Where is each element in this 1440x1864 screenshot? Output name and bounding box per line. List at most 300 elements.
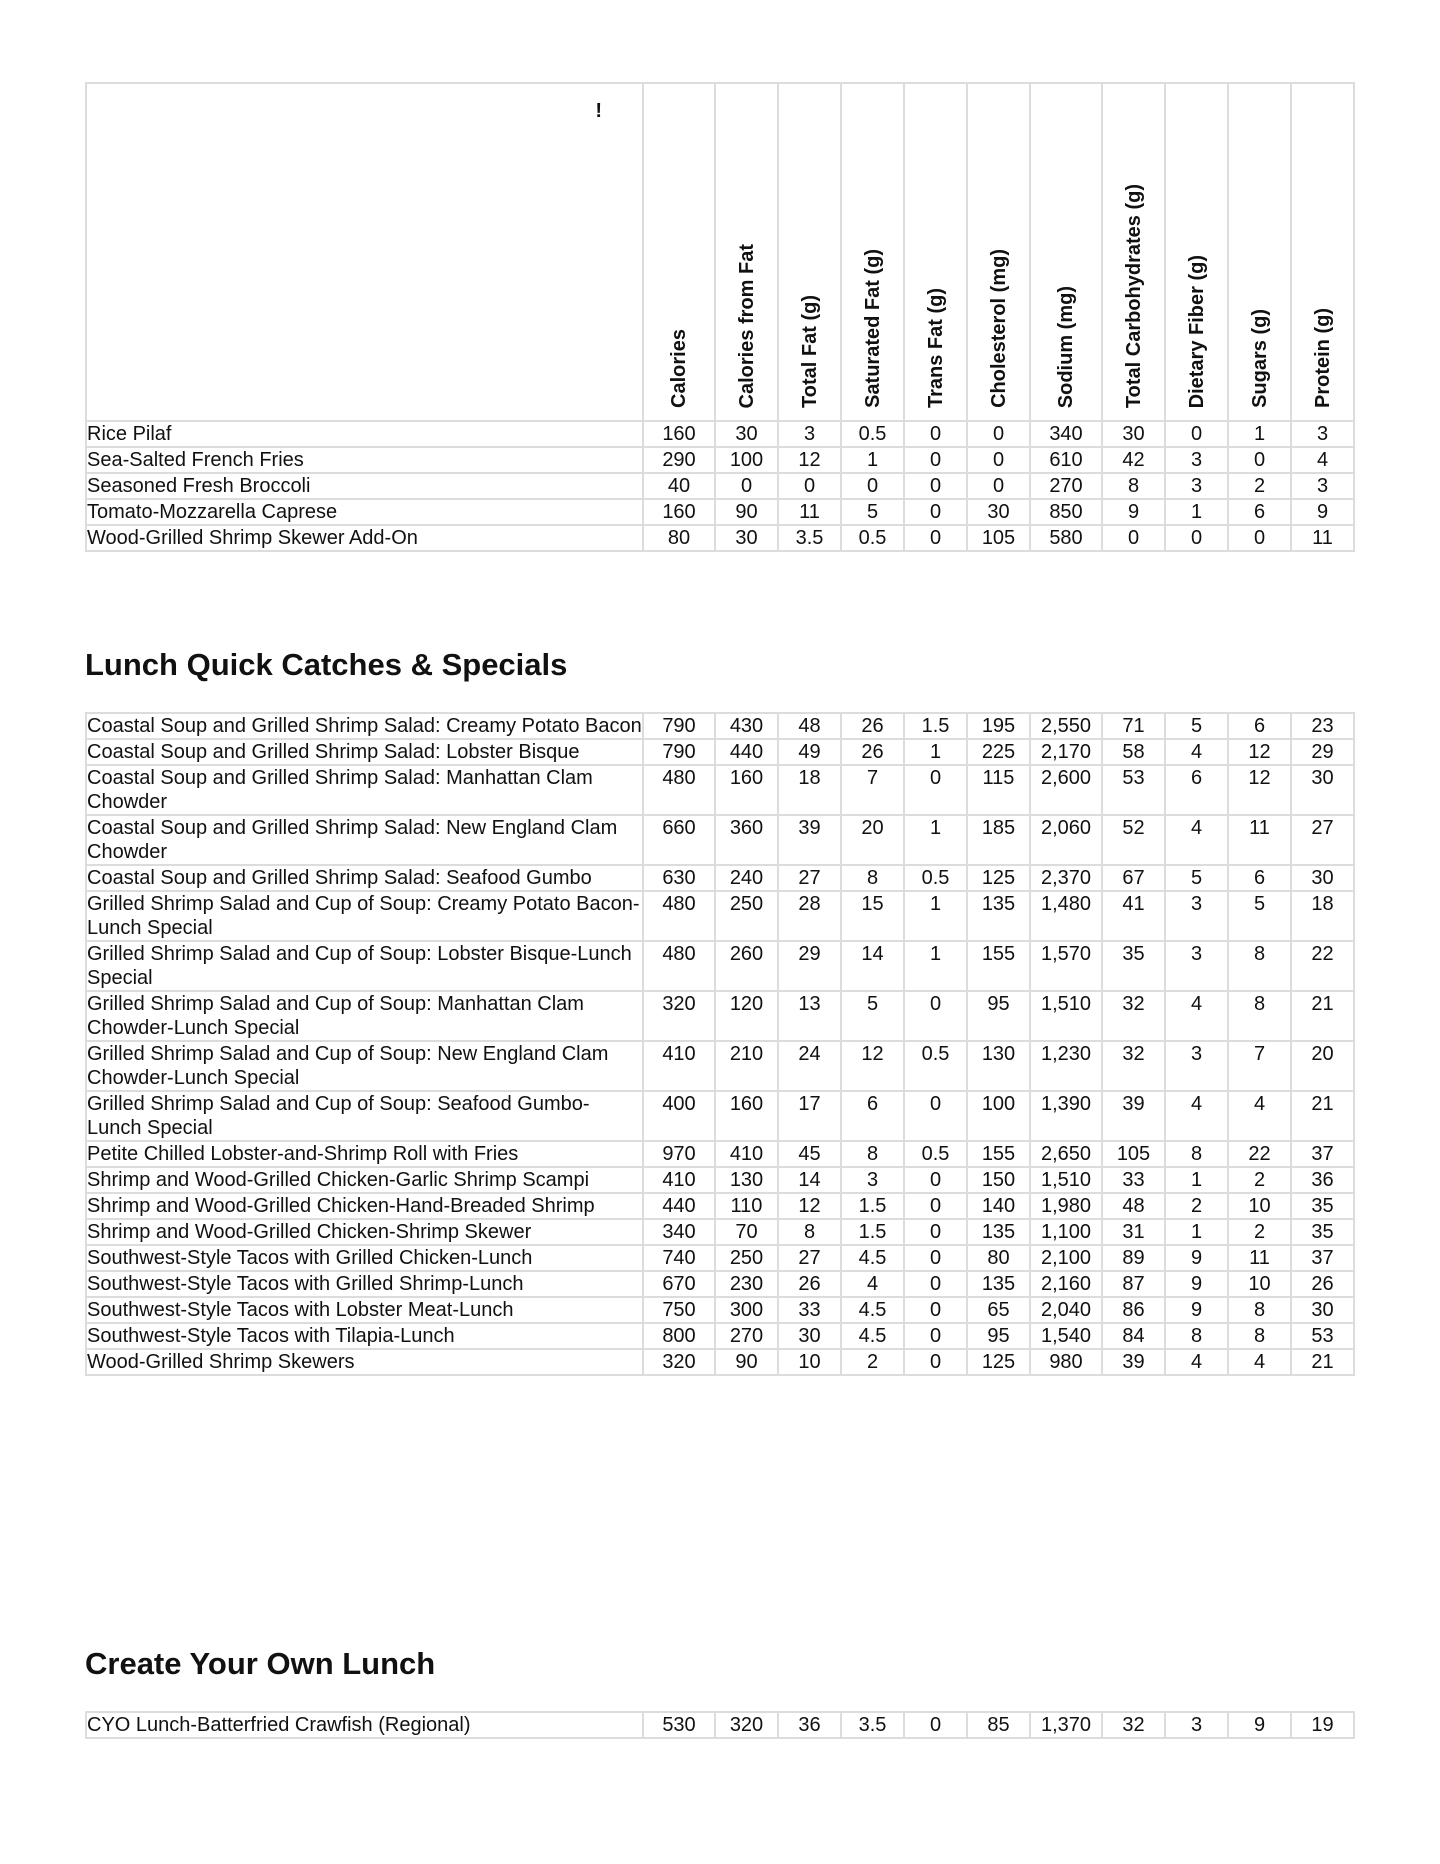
table-row <box>86 525 1354 551</box>
nutrition-value: 0 <box>715 473 778 499</box>
nutrition-value: 0 <box>1165 525 1228 551</box>
nutrition-value: 5 <box>1165 865 1228 891</box>
item-name: Coastal Soup and Grilled Shrimp Salad: Lobster Bisque <box>86 739 643 765</box>
nutrition-value: 630 <box>643 865 715 891</box>
nutrition-value: 670 <box>643 1271 715 1297</box>
nutrition-value: 105 <box>1102 1141 1165 1167</box>
nutrition-value: 340 <box>643 1219 715 1245</box>
item-name: Grilled Shrimp Salad and Cup of Soup: Lobster Bisque-Lunch Special <box>86 941 643 991</box>
nutrition-value: 0 <box>967 421 1030 447</box>
nutrition-value: 8 <box>1228 1297 1291 1323</box>
name-column-header <box>86 83 643 421</box>
nutrition-value: 480 <box>643 941 715 991</box>
nutrition-value: 10 <box>1228 1271 1291 1297</box>
table-row <box>86 1141 1354 1167</box>
nutrition-value: 2 <box>1228 1167 1291 1193</box>
nutrition-value: 740 <box>643 1245 715 1271</box>
nutrition-value: 3 <box>1291 473 1354 499</box>
table-row <box>86 739 1354 765</box>
nutrition-value: 160 <box>643 421 715 447</box>
nutrition-value: 31 <box>1102 1219 1165 1245</box>
nutrition-value: 23 <box>1291 713 1354 739</box>
nutrition-value: 20 <box>841 815 904 865</box>
nutrition-value: 100 <box>715 447 778 473</box>
lunch-quick-catches-table <box>85 712 1355 1376</box>
nutrition-value: 0 <box>1228 525 1291 551</box>
nutrition-value: 125 <box>967 1349 1030 1375</box>
nutrition-value: 850 <box>1030 499 1102 525</box>
table-row <box>86 473 1354 499</box>
nutrition-value: 90 <box>715 1349 778 1375</box>
nutrition-value: 30 <box>715 525 778 551</box>
nutrition-value: 9 <box>1102 499 1165 525</box>
nutrition-value: 210 <box>715 1041 778 1091</box>
column-header <box>1228 83 1291 421</box>
nutrition-value: 1 <box>1165 1219 1228 1245</box>
nutrition-value: 39 <box>1102 1091 1165 1141</box>
nutrition-value: 0 <box>904 525 967 551</box>
nutrition-value: 2,650 <box>1030 1141 1102 1167</box>
nutrition-value: 2,100 <box>1030 1245 1102 1271</box>
nutrition-value: 37 <box>1291 1245 1354 1271</box>
nutrition-value: 0.5 <box>904 865 967 891</box>
nutrition-value: 12 <box>778 1193 841 1219</box>
nutrition-value: 300 <box>715 1297 778 1323</box>
nutrition-value: 7 <box>1228 1041 1291 1091</box>
nutrition-value: 135 <box>967 891 1030 941</box>
nutrition-value: 21 <box>1291 1349 1354 1375</box>
nutrition-value: 80 <box>643 525 715 551</box>
nutrition-value: 32 <box>1102 1712 1165 1738</box>
nutrition-value: 790 <box>643 713 715 739</box>
nutrition-value: 40 <box>643 473 715 499</box>
nutrition-value: 0 <box>904 499 967 525</box>
table-row <box>86 765 1354 815</box>
nutrition-value: 42 <box>1102 447 1165 473</box>
nutrition-value: 1,980 <box>1030 1193 1102 1219</box>
item-name: Sea-Salted French Fries <box>86 447 643 473</box>
nutrition-value: 410 <box>715 1141 778 1167</box>
nutrition-value: 4 <box>1228 1091 1291 1141</box>
nutrition-value: 130 <box>715 1167 778 1193</box>
nutrition-value: 3 <box>1165 1041 1228 1091</box>
item-name: Seasoned Fresh Broccoli <box>86 473 643 499</box>
item-name: Petite Chilled Lobster-and-Shrimp Roll with Fries <box>86 1141 643 1167</box>
nutrition-value: 1.5 <box>904 713 967 739</box>
nutrition-value: 4 <box>1165 1349 1228 1375</box>
nutrition-value: 95 <box>967 1323 1030 1349</box>
nutrition-value: 3 <box>841 1167 904 1193</box>
nutrition-value: 3 <box>1165 941 1228 991</box>
nutrition-value: 290 <box>643 447 715 473</box>
nutrition-value: 4.5 <box>841 1297 904 1323</box>
nutrition-value: 29 <box>778 941 841 991</box>
nutrition-value: 1,540 <box>1030 1323 1102 1349</box>
nutrition-value: 8 <box>1228 1323 1291 1349</box>
nutrition-value: 13 <box>778 991 841 1041</box>
nutrition-value: 27 <box>778 1245 841 1271</box>
nutrition-value: 15 <box>841 891 904 941</box>
table-row <box>86 447 1354 473</box>
nutrition-value: 225 <box>967 739 1030 765</box>
nutrition-value: 8 <box>1165 1323 1228 1349</box>
nutrition-value: 250 <box>715 1245 778 1271</box>
nutrition-value: 80 <box>967 1245 1030 1271</box>
nutrition-value: 52 <box>1102 815 1165 865</box>
table-row <box>86 1271 1354 1297</box>
nutrition-value: 70 <box>715 1219 778 1245</box>
nutrition-value: 0 <box>904 1219 967 1245</box>
nutrition-value: 230 <box>715 1271 778 1297</box>
nutrition-value: 3.5 <box>841 1712 904 1738</box>
nutrition-value: 12 <box>1228 739 1291 765</box>
nutrition-value: 65 <box>967 1297 1030 1323</box>
column-header-label: Calories <box>668 329 690 408</box>
nutrition-value: 6 <box>1165 765 1228 815</box>
nutrition-value: 660 <box>643 815 715 865</box>
nutrition-value: 9 <box>1165 1271 1228 1297</box>
nutrition-value: 800 <box>643 1323 715 1349</box>
nutrition-value: 2,600 <box>1030 765 1102 815</box>
nutrition-value: 4 <box>841 1271 904 1297</box>
nutrition-value: 185 <box>967 815 1030 865</box>
nutrition-value: 27 <box>778 865 841 891</box>
nutrition-value: 2,370 <box>1030 865 1102 891</box>
column-header-label: Calories from Fat <box>735 243 758 408</box>
nutrition-value: 85 <box>967 1712 1030 1738</box>
nutrition-value: 30 <box>1291 865 1354 891</box>
item-name: Southwest-Style Tacos with Tilapia-Lunch <box>86 1323 643 1349</box>
nutrition-value: 8 <box>841 865 904 891</box>
nutrition-value: 2 <box>1165 1193 1228 1219</box>
nutrition-value: 48 <box>778 713 841 739</box>
lunch-quick-catches-table-body <box>86 713 1354 1375</box>
nutrition-value: 29 <box>1291 739 1354 765</box>
column-header <box>1291 83 1354 421</box>
nutrition-value: 12 <box>778 447 841 473</box>
nutrition-value: 22 <box>1228 1141 1291 1167</box>
column-header <box>1102 83 1165 421</box>
nutrition-value: 19 <box>1291 1712 1354 1738</box>
nutrition-value: 140 <box>967 1193 1030 1219</box>
nutrition-value: 0 <box>904 1091 967 1141</box>
nutrition-value: 0 <box>1102 525 1165 551</box>
nutrition-value: 410 <box>643 1041 715 1091</box>
table-row <box>86 891 1354 941</box>
item-name: Southwest-Style Tacos with Grilled Chicken-Lunch <box>86 1245 643 1271</box>
column-header-label: Saturated Fat (g) <box>861 249 884 408</box>
column-header-label: Total Carbohydrates (g) <box>1122 183 1145 408</box>
nutrition-value: 9 <box>1291 499 1354 525</box>
table-row <box>86 1245 1354 1271</box>
nutrition-value: 610 <box>1030 447 1102 473</box>
nutrition-value: 0 <box>778 473 841 499</box>
nutrition-value: 1 <box>904 739 967 765</box>
item-name: Tomato-Mozzarella Caprese <box>86 499 643 525</box>
table-row <box>86 1091 1354 1141</box>
nutrition-value: 1,370 <box>1030 1712 1102 1738</box>
section-title-lunch-quick-catches: Lunch Quick Catches & Specials <box>85 647 568 682</box>
nutrition-value: 105 <box>967 525 1030 551</box>
nutrition-value: 0 <box>904 991 967 1041</box>
nutrition-value: 4 <box>1291 447 1354 473</box>
nutrition-value: 84 <box>1102 1323 1165 1349</box>
nutrition-value: 28 <box>778 891 841 941</box>
table-row <box>86 1193 1354 1219</box>
nutrition-value: 5 <box>1165 713 1228 739</box>
nutrition-value: 3.5 <box>778 525 841 551</box>
nutrition-value: 4 <box>1228 1349 1291 1375</box>
item-name: Wood-Grilled Shrimp Skewers <box>86 1349 643 1375</box>
nutrition-value: 4 <box>1165 991 1228 1041</box>
nutrition-value: 270 <box>1030 473 1102 499</box>
nutrition-value: 0 <box>904 421 967 447</box>
nutrition-value: 11 <box>1228 1245 1291 1271</box>
table-row <box>86 1297 1354 1323</box>
item-name: Coastal Soup and Grilled Shrimp Salad: Creamy Potato Bacon <box>87 715 642 737</box>
nutrition-value: 440 <box>643 1193 715 1219</box>
nutrition-value: 1,100 <box>1030 1219 1102 1245</box>
item-name: Coastal Soup and Grilled Shrimp Salad: Manhattan Clam Chowder <box>86 765 643 815</box>
nutrition-value: 790 <box>643 739 715 765</box>
nutrition-value: 30 <box>1102 421 1165 447</box>
nutrition-value: 4.5 <box>841 1245 904 1271</box>
nutrition-value: 2,060 <box>1030 815 1102 865</box>
nutrition-value: 9 <box>1228 1712 1291 1738</box>
nutrition-value: 89 <box>1102 1245 1165 1271</box>
nutrition-value: 18 <box>778 765 841 815</box>
nutrition-value: 1,230 <box>1030 1041 1102 1091</box>
nutrition-value: 26 <box>778 1271 841 1297</box>
column-header <box>841 83 904 421</box>
nutrition-value: 250 <box>715 891 778 941</box>
nutrition-value: 3 <box>1165 447 1228 473</box>
nutrition-value: 12 <box>1228 765 1291 815</box>
table-row <box>86 815 1354 865</box>
nutrition-value: 9 <box>1165 1245 1228 1271</box>
nutrition-value: 12 <box>841 1041 904 1091</box>
nutrition-value: 8 <box>1228 941 1291 991</box>
nutrition-value: 30 <box>715 421 778 447</box>
nutrition-value: 2,170 <box>1030 739 1102 765</box>
nutrition-value: 0 <box>967 447 1030 473</box>
table-row <box>86 941 1354 991</box>
item-name: Shrimp and Wood-Grilled Chicken-Garlic Shrimp Scampi <box>86 1167 643 1193</box>
column-header-label: Sodium (mg) <box>1055 285 1077 408</box>
item-name: Southwest-Style Tacos with Lobster Meat-Lunch <box>86 1297 643 1323</box>
nutrition-value: 45 <box>778 1141 841 1167</box>
nutrition-value: 30 <box>1291 1297 1354 1323</box>
nutrition-value: 2 <box>1228 1219 1291 1245</box>
nutrition-value: 0.5 <box>904 1141 967 1167</box>
nutrition-value: 480 <box>643 765 715 815</box>
nutrition-value: 970 <box>643 1141 715 1167</box>
table-row <box>86 865 1354 891</box>
nutrition-value: 5 <box>841 499 904 525</box>
nutrition-value: 26 <box>841 713 904 739</box>
nutrition-value: 86 <box>1102 1297 1165 1323</box>
create-your-own-lunch-table <box>85 1711 1355 1739</box>
nutrition-value: 6 <box>1228 865 1291 891</box>
nutrition-value: 3 <box>1165 891 1228 941</box>
nutrition-value: 5 <box>1228 891 1291 941</box>
nutrition-value: 155 <box>967 941 1030 991</box>
nutrition-value: 36 <box>1291 1167 1354 1193</box>
nutrition-value: 4.5 <box>841 1323 904 1349</box>
item-name: Grilled Shrimp Salad and Cup of Soup: New England Clam Chowder-Lunch Special <box>86 1041 643 1091</box>
nutrition-value: 3 <box>1291 421 1354 447</box>
nutrition-value: 320 <box>643 991 715 1041</box>
nutrition-value: 0.5 <box>841 421 904 447</box>
nutrition-value: 14 <box>778 1167 841 1193</box>
nutrition-value: 0 <box>904 1349 967 1375</box>
create-your-own-lunch-table-body <box>86 1712 1354 1738</box>
nutrition-value: 32 <box>1102 991 1165 1041</box>
column-header <box>778 83 841 421</box>
nutrition-value: 33 <box>778 1297 841 1323</box>
nutrition-value: 115 <box>967 765 1030 815</box>
create-your-own-lunch-section <box>85 1711 1355 1739</box>
nutrition-value: 30 <box>778 1323 841 1349</box>
nutrition-value: 3 <box>1165 473 1228 499</box>
nutrition-value: 1 <box>904 815 967 865</box>
table-row <box>86 1323 1354 1349</box>
nutrition-value: 130 <box>967 1041 1030 1091</box>
table-row <box>86 1349 1354 1375</box>
column-header <box>904 83 967 421</box>
table-row <box>86 1041 1354 1091</box>
nutrition-value: 21 <box>1291 991 1354 1041</box>
nutrition-value: 360 <box>715 815 778 865</box>
column-header-label: Total Fat (g) <box>798 295 821 408</box>
nutrition-value: 4 <box>1165 1091 1228 1141</box>
nutrition-value: 24 <box>778 1041 841 1091</box>
nutrition-value: 30 <box>1291 765 1354 815</box>
nutrition-value: 2,040 <box>1030 1297 1102 1323</box>
nutrition-value: 10 <box>778 1349 841 1375</box>
nutrition-value: 580 <box>1030 525 1102 551</box>
nutrition-value: 1,480 <box>1030 891 1102 941</box>
nutrition-value: 6 <box>1228 713 1291 739</box>
nutrition-value: 195 <box>967 713 1030 739</box>
nutrition-value: 1 <box>904 891 967 941</box>
nutrition-value: 8 <box>1228 991 1291 1041</box>
nutrition-value: 750 <box>643 1297 715 1323</box>
nutrition-value: 400 <box>643 1091 715 1141</box>
table-row <box>86 991 1354 1041</box>
item-name: Grilled Shrimp Salad and Cup of Soup: Creamy Potato Bacon-Lunch Special <box>86 891 643 941</box>
nutrition-value: 0 <box>904 765 967 815</box>
nutrition-value: 21 <box>1291 1091 1354 1141</box>
nutrition-value: 3 <box>1165 1712 1228 1738</box>
nutrition-value: 35 <box>1102 941 1165 991</box>
item-name: Rice Pilaf <box>86 421 643 447</box>
item-name: Shrimp and Wood-Grilled Chicken-Hand-Breaded Shrimp <box>86 1193 643 1219</box>
item-name: Wood-Grilled Shrimp Skewer Add-On <box>86 525 643 551</box>
nutrition-value: 5 <box>841 991 904 1041</box>
nutrition-value: 8 <box>841 1141 904 1167</box>
sides-table <box>85 82 1355 552</box>
nutrition-value: 0 <box>1165 421 1228 447</box>
nutrition-value: 1,510 <box>1030 1167 1102 1193</box>
nutrition-value: 0 <box>841 473 904 499</box>
nutrition-value: 2,550 <box>1030 713 1102 739</box>
nutrition-value: 9 <box>1165 1297 1228 1323</box>
nutrition-value: 1,510 <box>1030 991 1102 1041</box>
nutrition-value: 1.5 <box>841 1193 904 1219</box>
nutrition-value: 150 <box>967 1167 1030 1193</box>
column-header <box>643 83 715 421</box>
nutrition-value: 135 <box>967 1219 1030 1245</box>
column-header-label: Protein (g) <box>1311 308 1334 408</box>
nutrition-value: 32 <box>1102 1041 1165 1091</box>
nutrition-value: 270 <box>715 1323 778 1349</box>
column-header-label: Cholesterol (mg) <box>987 249 1010 408</box>
column-header-label: Sugars (g) <box>1248 309 1271 408</box>
nutrition-value: 35 <box>1291 1219 1354 1245</box>
nutrition-value: 7 <box>841 765 904 815</box>
item-name: Grilled Shrimp Salad and Cup of Soup: Seafood Gumbo-Lunch Special <box>86 1091 643 1141</box>
nutrition-value: 160 <box>715 1091 778 1141</box>
nutrition-value: 49 <box>778 739 841 765</box>
table-row <box>86 1167 1354 1193</box>
nutrition-value: 0 <box>967 473 1030 499</box>
nutrition-value: 530 <box>643 1712 715 1738</box>
nutrition-value: 58 <box>1102 739 1165 765</box>
nutrition-value: 53 <box>1102 765 1165 815</box>
nutrition-value: 160 <box>715 765 778 815</box>
nutrition-value: 8 <box>1165 1141 1228 1167</box>
nutrition-value: 440 <box>715 739 778 765</box>
nutrition-value: 33 <box>1102 1167 1165 1193</box>
nutrition-value: 95 <box>967 991 1030 1041</box>
nutrition-value: 125 <box>967 865 1030 891</box>
nutrition-value: 980 <box>1030 1349 1102 1375</box>
nutrition-value: 17 <box>778 1091 841 1141</box>
nutrition-value: 0 <box>904 1167 967 1193</box>
nutrition-value: 2 <box>841 1349 904 1375</box>
nutrition-value: 1,570 <box>1030 941 1102 991</box>
nutrition-value: 90 <box>715 499 778 525</box>
nutrition-value: 39 <box>778 815 841 865</box>
nutrition-value: 36 <box>778 1712 841 1738</box>
nutrition-value: 14 <box>841 941 904 991</box>
nutrition-value: 11 <box>778 499 841 525</box>
nutrition-value: 410 <box>643 1167 715 1193</box>
nutrition-value: 1 <box>1165 1167 1228 1193</box>
nutrition-value: 1 <box>1228 421 1291 447</box>
table-row <box>86 1219 1354 1245</box>
nutrition-value: 3 <box>778 421 841 447</box>
nutrition-value: 67 <box>1102 865 1165 891</box>
sides-table-body <box>86 421 1354 551</box>
nutrition-value: 120 <box>715 991 778 1041</box>
column-header-label: Dietary Fiber (g) <box>1185 254 1208 408</box>
nutrition-value: 1 <box>904 941 967 991</box>
nutrition-value: 11 <box>1228 815 1291 865</box>
nutrition-value: 2 <box>1228 473 1291 499</box>
nutrition-value: 35 <box>1291 1193 1354 1219</box>
nutrition-value: 340 <box>1030 421 1102 447</box>
table-row <box>86 713 1354 739</box>
nutrition-value: 0 <box>904 447 967 473</box>
nutrition-value: 26 <box>841 739 904 765</box>
nutrition-value: 48 <box>1102 1193 1165 1219</box>
nutrition-value: 4 <box>1165 815 1228 865</box>
nutrition-value: 53 <box>1291 1323 1354 1349</box>
header-mark: ! <box>595 100 602 122</box>
nutrition-value: 320 <box>715 1712 778 1738</box>
